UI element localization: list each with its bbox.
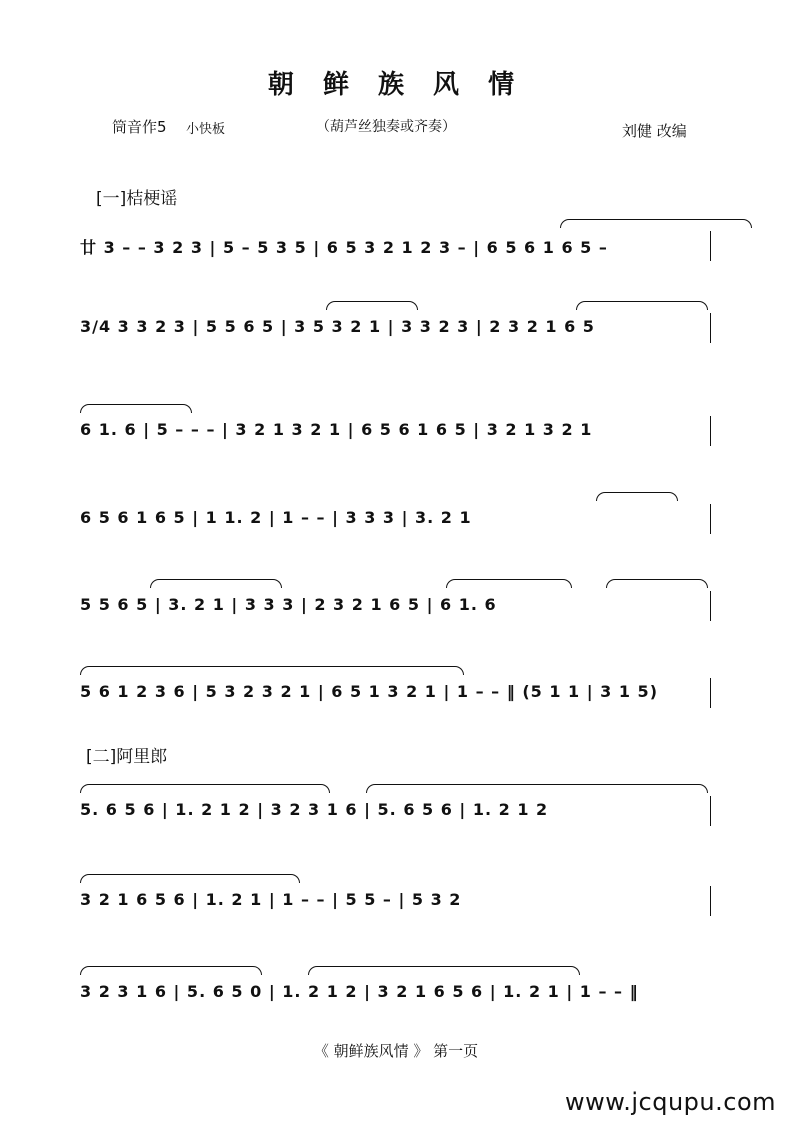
notation-text: 5. 6 5 6 | 1. 2 1 2 | 3 2 3 1 6 | 5. 6 5 6 | 1. 2 1 2 bbox=[80, 800, 549, 819]
notation-text: 3/4 3 3 2 3 | 5 5 6 5 | 3 5 3 2 1 | 3 3 2 3 | 2 3 2 1 6 5 bbox=[80, 317, 595, 336]
notation-text: 6 1. 6 | 5 – – – | 3 2 1 3 2 1 | 6 5 6 1 6 5 | 3 2 1 3 2 1 bbox=[80, 420, 593, 439]
arranger-credit: 刘健 改编 bbox=[622, 122, 687, 140]
page-footer: 《 朝鲜族风情 》 第一页 bbox=[313, 1042, 479, 1060]
page-title: 朝 鲜 族 风 情 bbox=[267, 70, 525, 100]
score-line bbox=[76, 225, 716, 265]
notation-text: 5 5 6 5 | 3. 2 1 | 3 3 3 | 2 3 2 1 6 5 | 6 1. 6 bbox=[80, 595, 497, 614]
section-label: [二]阿里郎 bbox=[86, 747, 168, 767]
score-line bbox=[76, 672, 716, 712]
key-signature: 筒音作5 bbox=[112, 118, 167, 136]
notation-text: 6 5 6 1 6 5 | 1 1. 2 | 1 – – | 3 3 3 | 3. 2 1 bbox=[80, 508, 472, 527]
notation-text: 廿 3 – – 3 2 3 | 5 – 5 3 5 | 6 5 3 2 1 2 3 – | 6 5 6 1 6 5 – bbox=[80, 238, 608, 257]
section-label: [一]桔梗谣 bbox=[96, 189, 178, 209]
score-line bbox=[76, 410, 716, 450]
score-line bbox=[76, 880, 716, 920]
instrument-note: （葫芦丝独奏或齐奏） bbox=[316, 119, 456, 135]
score-line bbox=[76, 585, 716, 625]
score-line bbox=[76, 307, 716, 347]
notation-text: 3 2 3 1 6 | 5. 6 5 0 | 1. 2 1 2 | 3 2 1 6 5 6 | 1. 2 1 | 1 – – ‖ bbox=[80, 982, 639, 1001]
score-line bbox=[76, 972, 716, 1012]
tempo-marking: 小快板 bbox=[186, 122, 226, 137]
watermark: www.jcqupu.com bbox=[565, 1088, 776, 1116]
notation-text: 3 2 1 6 5 6 | 1. 2 1 | 1 – – | 5 5 – | 5 3 2 bbox=[80, 890, 462, 909]
score-line bbox=[76, 790, 716, 830]
notation-text: 5 6 1 2 3 6 | 5 3 2 3 2 1 | 6 5 1 3 2 1 | 1 – – ‖ (5 1 1 | 3 1 5) bbox=[80, 682, 658, 701]
score-line bbox=[76, 498, 716, 538]
